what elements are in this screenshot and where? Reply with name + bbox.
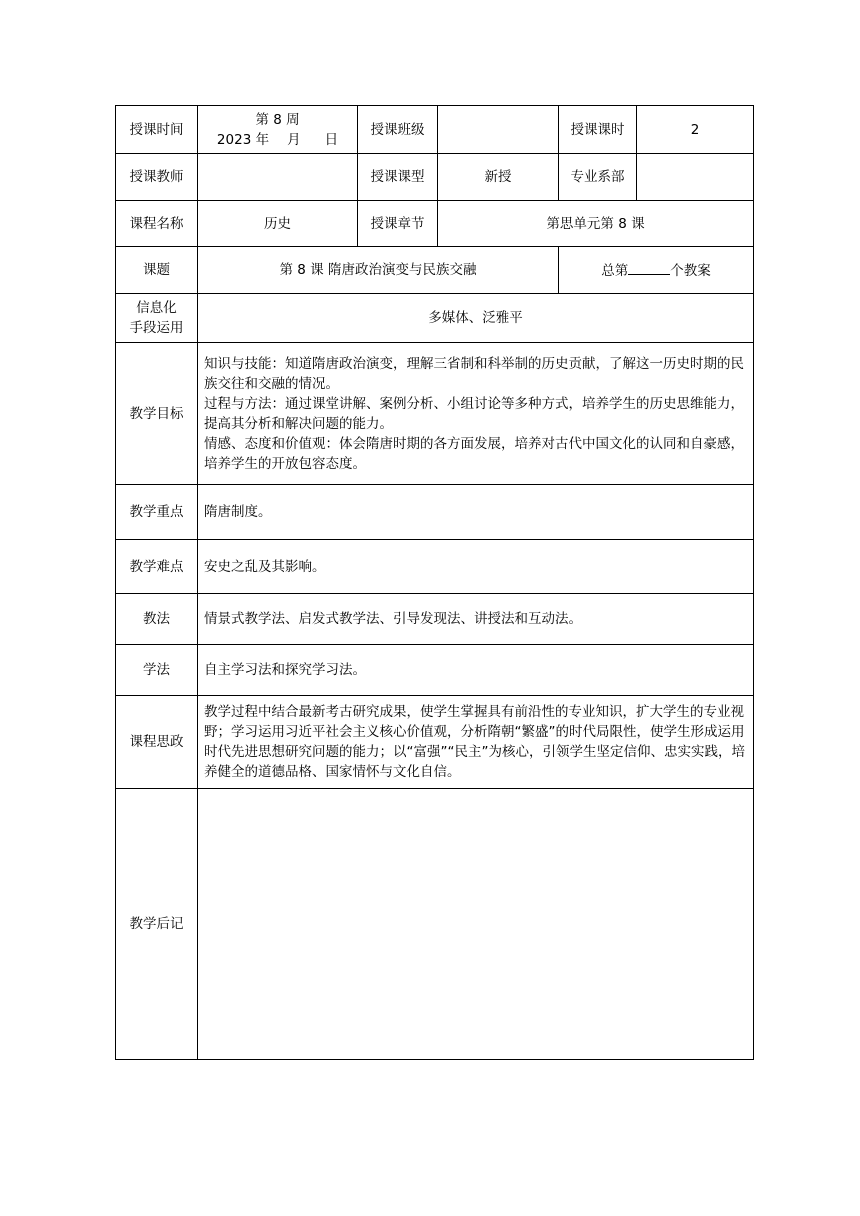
row-teaching-method: [116, 594, 754, 645]
teacher-value[interactable]: [198, 154, 358, 201]
plan-suffix: 个教案: [670, 262, 711, 279]
info-label-line1: 信息化: [136, 300, 177, 316]
study-value[interactable]: 自主学习法和探究学习法。: [198, 645, 754, 696]
notes-label: 教学后记: [116, 789, 198, 1060]
type-value[interactable]: 新授: [438, 154, 559, 201]
objective-knowledge: 知识与技能：知道隋唐政治演变，理解三省制和科举制的历史贡献，了解这一历史时期的民族交往和交融的情况。: [204, 355, 744, 392]
hours-value[interactable]: 2: [637, 106, 754, 154]
course-value[interactable]: 历史: [198, 201, 358, 247]
row-study-method: [116, 645, 754, 696]
lesson-plan-table: [115, 105, 754, 1060]
week-text: 第 8 周: [255, 111, 300, 128]
plan-number[interactable]: [559, 247, 754, 294]
date-day: 日: [324, 131, 339, 148]
plan-number-blank[interactable]: [628, 260, 670, 275]
row-time: [116, 106, 754, 154]
row-topic: [116, 247, 754, 294]
difficult-label: 教学难点: [116, 540, 198, 594]
dept-value[interactable]: [637, 154, 754, 201]
chapter-label: 授课章节: [358, 201, 438, 247]
method-label: 教法: [116, 594, 198, 645]
row-course: [116, 201, 754, 247]
date-year: 2023 年: [216, 131, 270, 148]
difficult-value[interactable]: 安史之乱及其影响。: [198, 540, 754, 594]
chapter-value[interactable]: 第思单元第 8 课: [438, 201, 754, 247]
notes-value[interactable]: [198, 789, 754, 1060]
method-value[interactable]: 情景式教学法、启发式教学法、引导发现法、讲授法和互动法。: [198, 594, 754, 645]
row-notes: [116, 789, 754, 1060]
key-value[interactable]: 隋唐制度。: [198, 485, 754, 540]
time-label: 授课时间: [116, 106, 198, 154]
info-label-line2: 手段运用: [129, 320, 184, 336]
sizheng-value[interactable]: 教学过程中结合最新考古研究成果，使学生掌握具有前沿性的专业知识，扩大学生的专业视野；学习运用习近平社会主义核心价值观，分析隋朝“繁盛”的时代局限性，使学生形成运用时代先进思想研究问题的能力；以“富强”“民主”为核心，引领学生坚定信仰、忠实实践，培养健全的道德品格、国家情怀与文化自信。: [198, 696, 754, 789]
row-sizheng: [116, 696, 754, 789]
row-objectives: [116, 343, 754, 485]
topic-label: 课题: [116, 247, 198, 294]
row-key-point: [116, 485, 754, 540]
row-difficult-point: [116, 540, 754, 594]
objective-process: 过程与方法：通过课堂讲解、案例分析、小组讨论等多种方式，培养学生的历史思维能力，提高其分析和解决问题的能力。: [204, 395, 744, 432]
row-teacher: [116, 154, 754, 201]
time-value[interactable]: [198, 106, 358, 154]
topic-value[interactable]: 第 8 课 隋唐政治演变与民族交融: [198, 247, 559, 294]
objective-emotion: 情感、态度和价值观：体会隋唐时期的各方面发展，培养对古代中国文化的认同和自豪感，培养学生的开放包容态度。: [204, 435, 744, 472]
date-text: [204, 130, 351, 150]
class-label: 授课班级: [358, 106, 438, 154]
course-label: 课程名称: [116, 201, 198, 247]
row-info: [116, 294, 754, 343]
objectives-value[interactable]: [198, 343, 754, 485]
hours-label: 授课课时: [559, 106, 637, 154]
objectives-label: 教学目标: [116, 343, 198, 485]
dept-label: 专业系部: [559, 154, 637, 201]
plan-prefix: 总第: [601, 262, 629, 279]
sizheng-label: 课程思政: [116, 696, 198, 789]
info-label: [116, 294, 198, 343]
info-value[interactable]: 多媒体、泛雅平: [198, 294, 754, 343]
teacher-label: 授课教师: [116, 154, 198, 201]
class-value[interactable]: [438, 106, 559, 154]
study-label: 学法: [116, 645, 198, 696]
date-month: 月: [287, 131, 301, 148]
key-label: 教学重点: [116, 485, 198, 540]
type-label: 授课课型: [358, 154, 438, 201]
